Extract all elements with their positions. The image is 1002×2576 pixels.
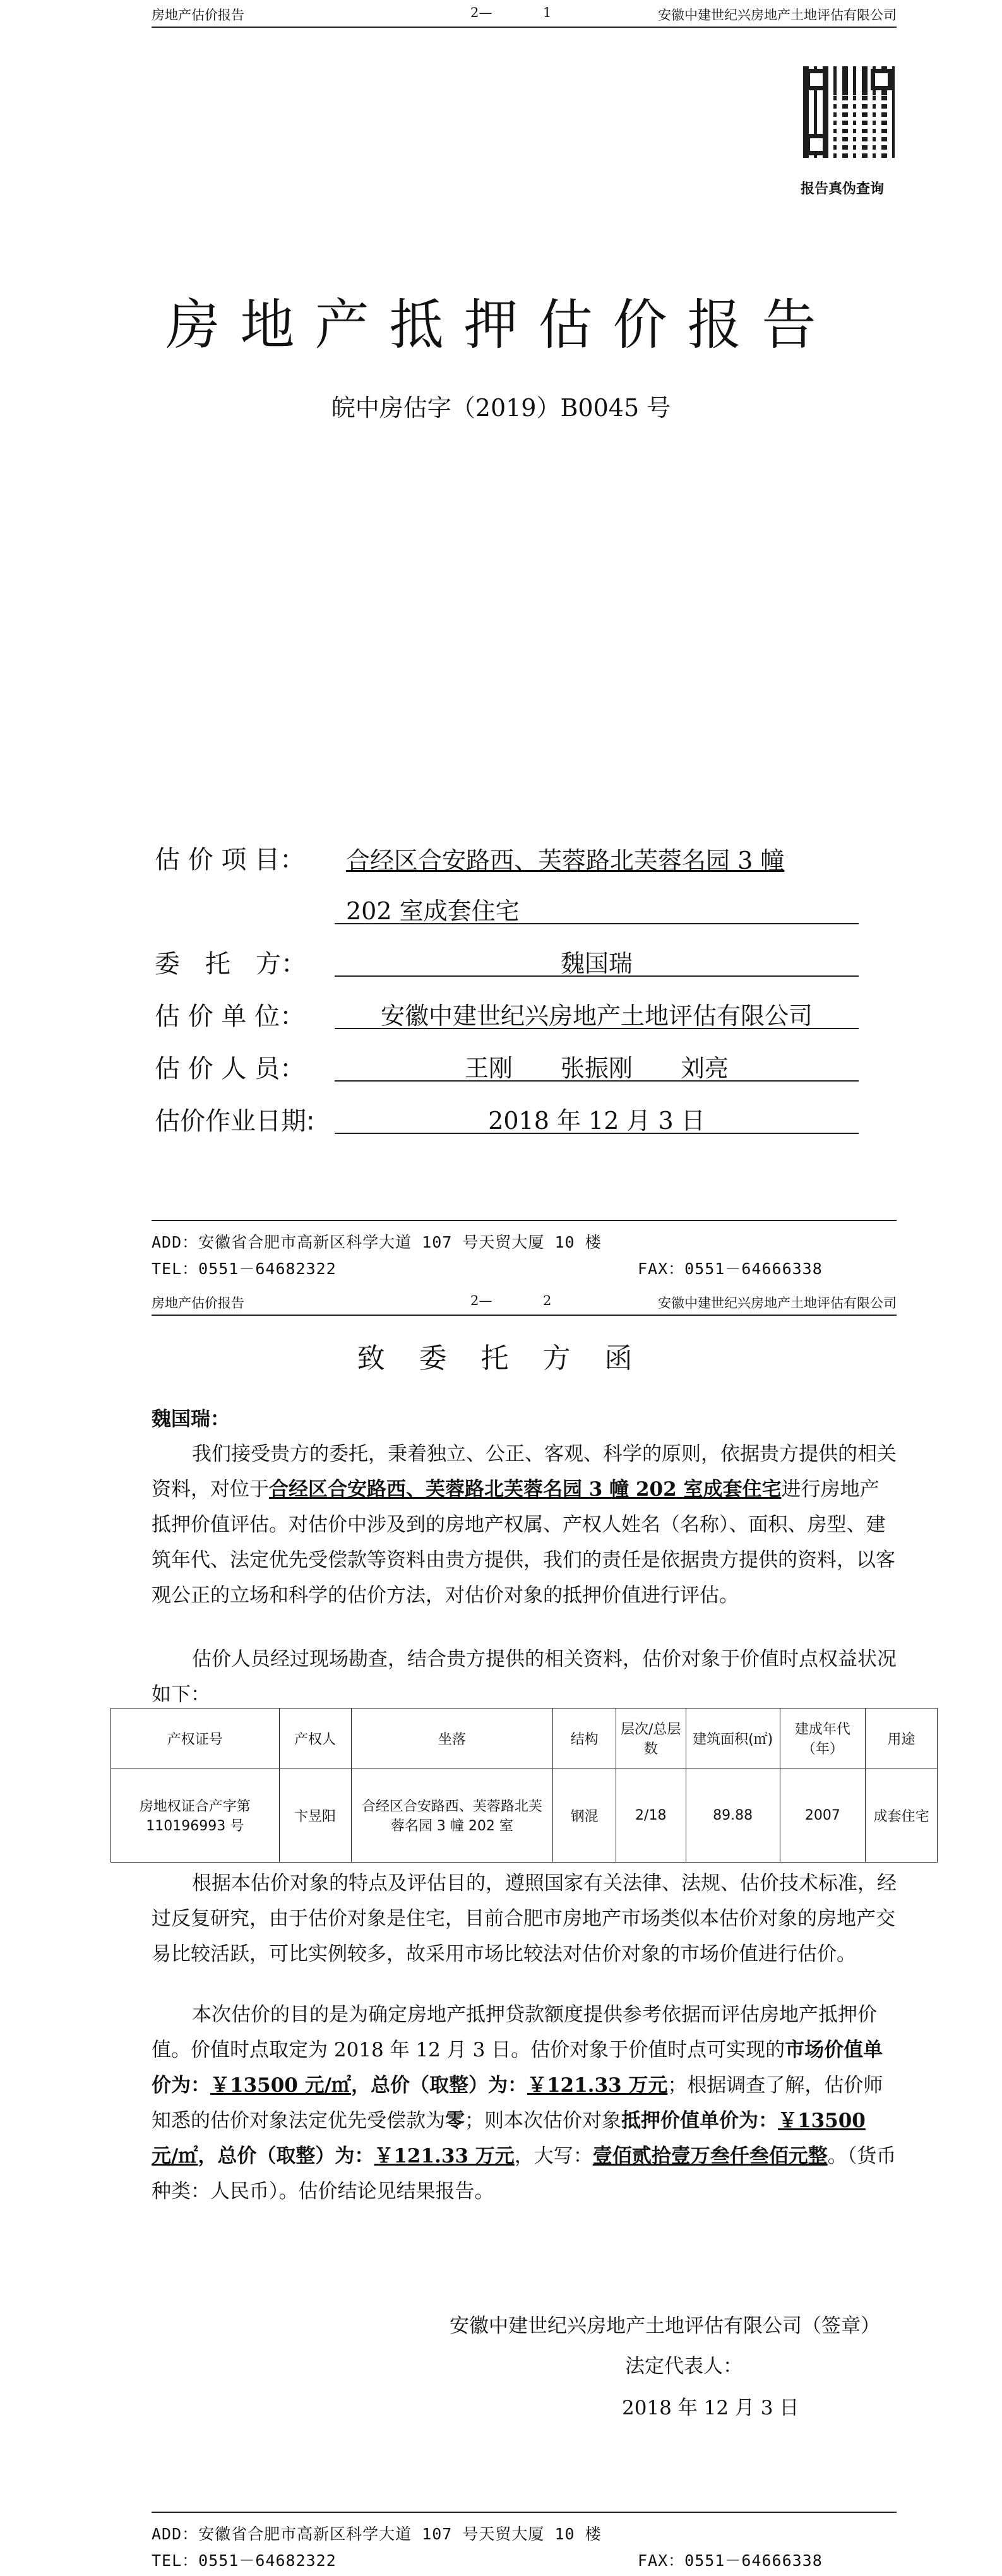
header-page-num: 1 [543,5,552,20]
header-page: 2— [470,1293,492,1308]
table-cell: 89.88 [686,1768,780,1863]
letter-title: 致 委 托 方 函 [357,1342,645,1374]
project-value-2: 202 室成套住宅 [346,897,520,925]
project-value-1: 合经区合安路西、芙蓉路北芙蓉名园 3 幢 [346,847,785,874]
footer-fax: FAX：0551－64666338 [638,2551,823,2570]
paragraph-3: 根据本估价对象的特点及评估目的，遵照国家有关法律、法规、估价技术标准，经过反复研究，由于估价对象是住宅，目前合肥市房地产市场类似本估价对象的房地产交易比较活跃，可比实例较多，故采用市场比较法对估价对象的市场价值进行估价。 [152,1872,897,1965]
header-right: 安徽中建世纪兴房地产土地评估有限公司 [658,8,897,23]
paragraph-4: 本次估价的目的是为确定房地产抵押贷款额度提供参考依据而评估房地产抵押价值。价值时点取定为 2018 年 12 月 3 日。估价对象于价值时点可实现的市场价值单价为：￥13500 元/㎡，总价（取整）为：￥121.33 万元；根据调查了解，估价师知悉的估价对象法定优先受偿款为零；则本次估价对象抵押价值单价为：￥13500 元/㎡，总价（取整）为：￥121.33 万元，大写：壹佰贰拾壹万叁仟叁佰元整。（货币种类：人民币）。估价结论见结果报告。 [152,2003,897,2203]
header-right: 安徽中建世纪兴房地产土地评估有限公司 [658,1296,897,1311]
footer-address: ADD：安徽省合肥市高新区科学大道 107 号天贸大厦 10 楼 [152,2525,602,2543]
signature-date: 2018 年 12 月 3 日 [622,2397,799,2419]
signature-representative: 法定代表人： [625,2355,743,2378]
qr-label: 报告真伪查询 [801,181,885,197]
header-page: 2— [470,5,492,20]
date-label: 估价作业日期: [155,1107,315,1136]
table-header: 层次/总层数 [616,1708,686,1768]
project-label: 估 价 项 目： [155,845,306,874]
staff-value: 王刚 张振刚 刘亮 [464,1054,729,1082]
table-cell: 2/18 [616,1768,686,1863]
date-underline [335,1133,859,1134]
paragraph-1: 我们接受贵方的委托，秉着独立、公正、客观、科学的原则，依据贵方提供的相关资料，对位于合经区合安路西、芙蓉路北芙蓉名园 3 幢 202 室成套住宅进行房地产抵押价值评估。对估价中涉及到的房地产权属、产权人姓名（名称）、面积、房型、建筑年代、法定优先受偿款等资料由贵方提供，我们的责任是依据贵方提供的资料，以客观公正的立场和科学的估价方法，对估价对象的抵押价值进行评估。 [152,1443,897,1607]
header-page-num: 2 [543,1293,552,1308]
footer-address: ADD：安徽省合肥市高新区科学大道 107 号天贸大厦 10 楼 [152,1233,602,1251]
staff-label: 估 价 人 员： [155,1054,306,1083]
table-cell: 钢混 [553,1768,616,1863]
qr-code-icon[interactable] [803,66,895,158]
table-header: 坐落 [351,1708,553,1768]
page2-footer-line [152,2512,897,2513]
header-left: 房地产估价报告 [152,8,244,23]
page2-header [152,1288,897,1316]
property-table [110,1708,938,1863]
footer-fax: FAX：0551－64666338 [638,1260,823,1278]
table-cell: 卞昱阳 [279,1768,351,1863]
header-left: 房地产估价报告 [152,1296,244,1311]
table-row [111,1768,938,1863]
appraiser-underline [335,1028,859,1029]
table-header: 用途 [865,1708,937,1768]
table-header: 建筑面积(㎡) [686,1708,780,1768]
table-cell: 合经区合安路西、芙蓉路北芙蓉名园 3 幢 202 室 [351,1768,553,1863]
page1-header [152,0,897,28]
table-header-row [111,1708,938,1768]
appraiser-value: 安徽中建世纪兴房地产土地评估有限公司 [380,1002,813,1030]
client-label: 委 托 方： [155,950,306,979]
client-underline [335,975,859,977]
paragraph-2: 估价人员经过现场勘查，结合贵方提供的相关资料，估价对象于价值时点权益状况如下： [152,1648,897,1706]
table-header: 结构 [553,1708,616,1768]
project-underline [335,923,859,924]
table-header: 产权人 [279,1708,351,1768]
date-value: 2018 年 12 月 3 日 [488,1107,705,1135]
table-cell: 成套住宅 [865,1768,937,1863]
table-cell: 房地权证合产字第 110196993 号 [111,1768,280,1863]
report-number: 皖中房估字（2019）B0045 号 [331,394,671,422]
client-value: 魏国瑞 [560,950,633,977]
table-header: 建成年代（年） [780,1708,865,1768]
table-header: 产权证号 [111,1708,280,1768]
signature-company: 安徽中建世纪兴房地产土地评估有限公司（签章） [450,2315,880,2337]
staff-underline [335,1080,859,1082]
table-cell: 2007 [780,1768,865,1863]
report-title: 房地产抵押估价报告 [165,294,837,357]
footer-tel: TEL：0551－64682322 [152,1260,337,1278]
page1-footer-line [152,1220,897,1221]
footer-tel: TEL：0551－64682322 [152,2551,337,2570]
appraiser-label: 估 价 单 位： [155,1002,306,1031]
salutation: 魏国瑞： [152,1408,230,1431]
